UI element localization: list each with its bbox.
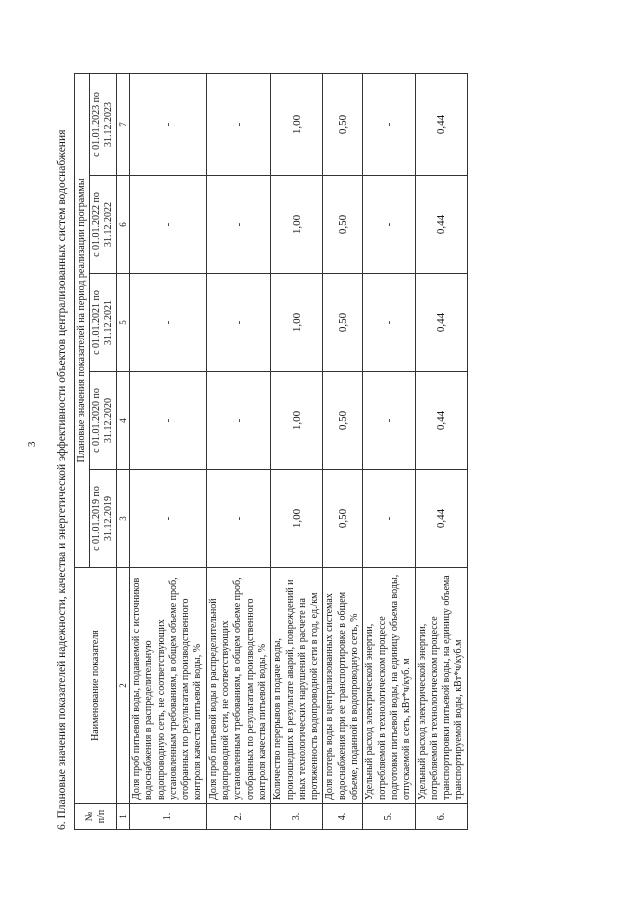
indicator-value: -	[363, 73, 415, 175]
period-header: с 01.01.2020 по 31.12.2020	[90, 372, 117, 470]
col-index: 7	[117, 73, 130, 175]
indicator-name: Количество перерывов в подаче воды, произошедших в результате аварий, повреждений и иных технологических нарушений в расчете на протяженность водопроводной сети в год, ед./км	[271, 568, 323, 804]
indicator-value: 1,00	[271, 176, 323, 274]
indicator-value: -	[206, 372, 270, 470]
table-row	[206, 73, 270, 829]
indicator-name: Удельный расход электрической энергии, потребляемой в технологическом процессе подготовки питьевой воды, на единицу объема воды, отпускаемой в сеть, кВт*ч/куб. м	[363, 568, 415, 804]
table-row	[271, 73, 323, 829]
indicator-value: -	[363, 372, 415, 470]
table-row	[363, 73, 415, 829]
indicator-value: 0,44	[415, 470, 467, 568]
row-number: 1.	[130, 804, 207, 830]
period-header: с 01.01.2022 по 31.12.2022	[90, 176, 117, 274]
indicator-value: 1,00	[271, 274, 323, 372]
indicator-name: Доля проб питьевой воды в распределительной водопроводной сети, не соответствующих установленным требованиям, в общем объеме проб, отобранных по результатам производственного контроля качества питьевой воды, %	[206, 568, 270, 804]
section-heading: 6. Плановые значения показателей надежности, качества и энергетической эффективности объектов централизованных систем водоснабжения	[56, 129, 68, 830]
indicator-name: Доля проб питьевой воды, подаваемой с источников водоснабжения в распределительную водопроводную сеть, не соответствующих установленным требованиям, в общем объеме проб, отобранных по результатам производственного контроля качества питьевой воды, %	[130, 568, 207, 804]
col-index: 1	[117, 804, 130, 830]
indicator-value: -	[130, 176, 207, 274]
col-index: 2	[117, 568, 130, 804]
indicator-value: -	[206, 274, 270, 372]
row-number: 4.	[323, 804, 363, 830]
page-number: 3	[26, 441, 38, 447]
table-row	[130, 73, 207, 829]
indicator-value: 0,44	[415, 274, 467, 372]
indicator-value: 1,00	[271, 73, 323, 175]
table-row	[415, 73, 467, 829]
indicator-value: -	[206, 470, 270, 568]
row-number: 5.	[363, 804, 415, 830]
indicator-value: 0,44	[415, 176, 467, 274]
indicator-value: -	[130, 274, 207, 372]
indicator-value: -	[363, 470, 415, 568]
indicator-value: -	[206, 73, 270, 175]
indicator-value: 0,44	[415, 372, 467, 470]
indicator-value: 0,44	[415, 73, 467, 175]
indicator-value: -	[363, 274, 415, 372]
col-index: 3	[117, 470, 130, 568]
indicator-name: Доля потерь воды в централизованных системах водоснабжения при ее транспортировке в общем объеме, поданной в водопроводную сеть, %	[323, 568, 363, 804]
indicator-value: 0,50	[323, 176, 363, 274]
period-header: с 01.01.2019 по 31.12.2019	[90, 470, 117, 568]
col-index: 4	[117, 372, 130, 470]
index-row	[117, 73, 130, 829]
indicators-table	[74, 73, 468, 830]
indicator-value: -	[130, 470, 207, 568]
col-index: 5	[117, 274, 130, 372]
period-header: с 01.01.2023 по 31.12.2023	[90, 73, 117, 175]
indicator-value: -	[363, 176, 415, 274]
indicator-value: 0,50	[323, 274, 363, 372]
indicator-value: 1,00	[271, 372, 323, 470]
col-no-header: № п/п	[75, 804, 117, 830]
table-row	[323, 73, 363, 829]
indicator-value: -	[130, 73, 207, 175]
col-name-header: Наименование показателя	[75, 568, 117, 804]
indicator-value: 0,50	[323, 372, 363, 470]
header-row	[75, 73, 90, 829]
indicator-value: 0,50	[323, 470, 363, 568]
row-number: 3.	[271, 804, 323, 830]
indicator-value: -	[130, 372, 207, 470]
col-group-header: Плановые значения показателей на период реализации программы	[75, 73, 90, 567]
indicator-name: Удельный расход электрической энергии, потребляемой в технологическом процессе транспортировки питьевой воды, на единицу объема транспортируемой воды, кВт*ч/куб.м	[415, 568, 467, 804]
indicator-value: 0,50	[323, 73, 363, 175]
row-number: 2.	[206, 804, 270, 830]
period-header: с 01.01.2021 по 31.12.2021	[90, 274, 117, 372]
col-index: 6	[117, 176, 130, 274]
indicator-value: -	[206, 176, 270, 274]
indicator-value: 1,00	[271, 470, 323, 568]
rotated-page-content	[55, 70, 640, 830]
row-number: 6.	[415, 804, 467, 830]
